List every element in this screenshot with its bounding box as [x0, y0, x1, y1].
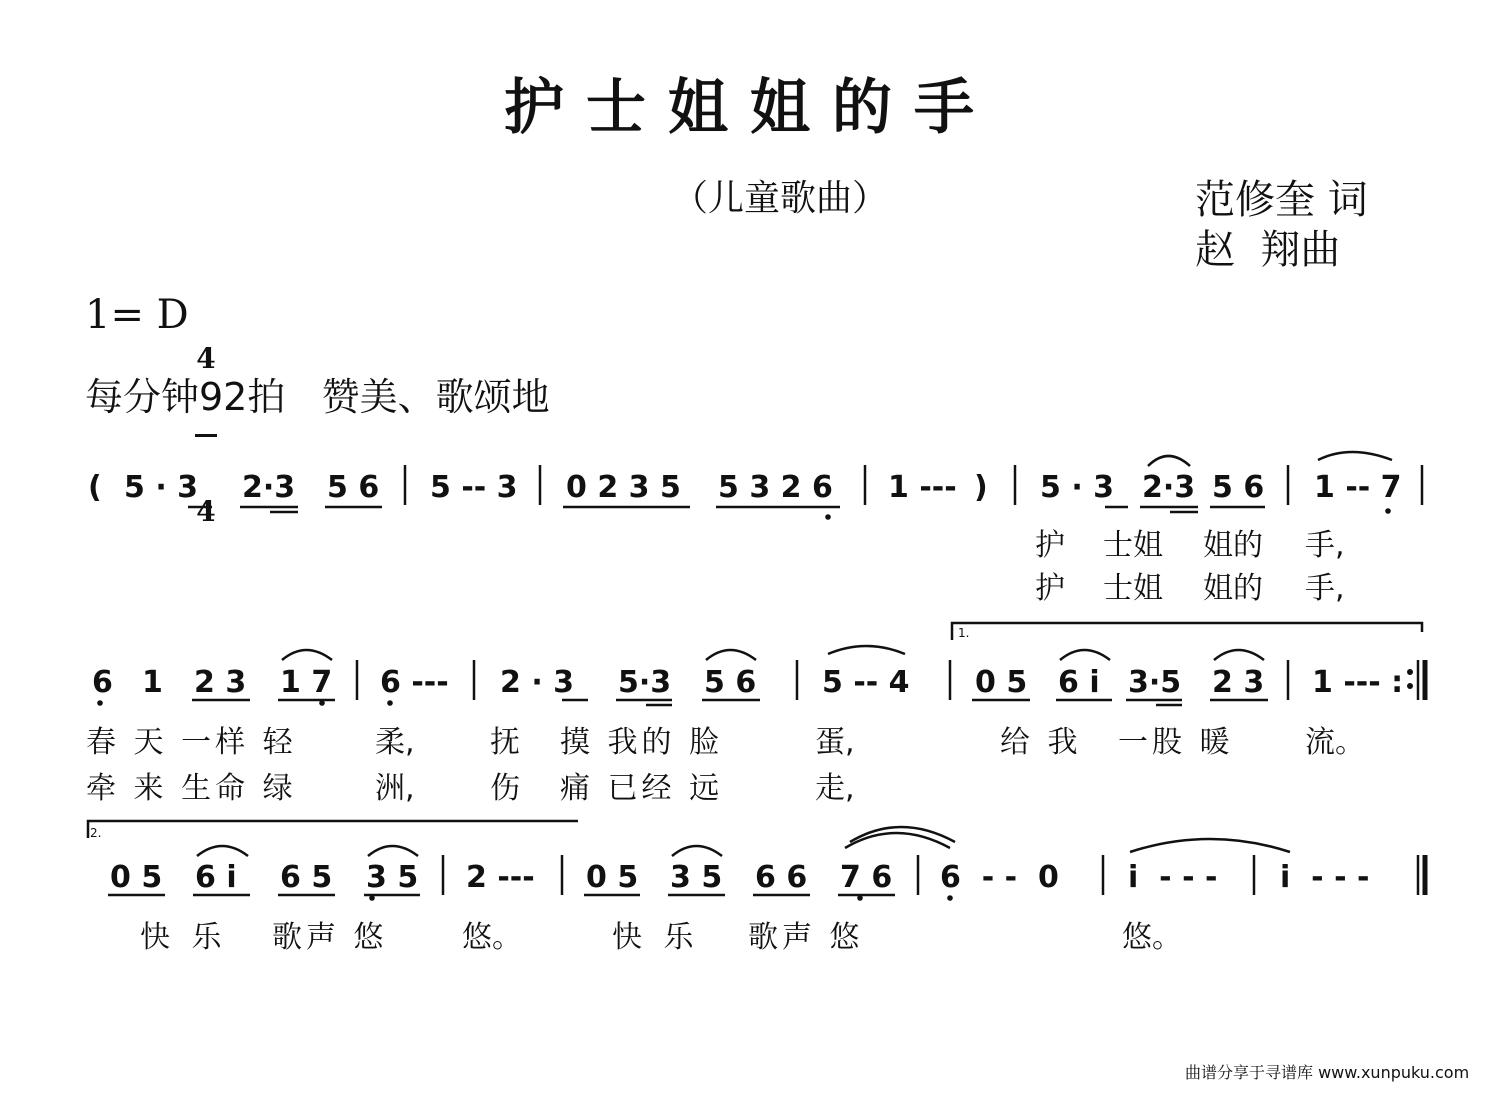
- note-group: 2 3: [194, 665, 247, 700]
- note-group: 1 -- 7: [1314, 470, 1402, 505]
- note-group: i - - -: [1128, 860, 1218, 895]
- note-group: 6: [92, 665, 113, 700]
- note-group: 1 --- :: [1312, 665, 1404, 700]
- note-group: 3 5: [366, 860, 419, 895]
- note-group: 5·3: [618, 665, 672, 700]
- paren-close: ): [974, 470, 988, 505]
- note-group: 5 3 2 6: [718, 470, 833, 505]
- lyric: 姐的: [1203, 528, 1263, 563]
- lyric: 手,: [1305, 571, 1345, 606]
- note-group: 2 · 3: [500, 665, 575, 700]
- volta-1-label: 1.: [958, 626, 970, 640]
- note-group: 2·3: [1142, 470, 1196, 505]
- subtitle: （儿童歌曲）: [672, 178, 889, 219]
- note-group: 1: [142, 665, 163, 700]
- lyric: 洲,: [375, 771, 415, 806]
- lyric: 手,: [1305, 528, 1345, 563]
- note-group: 5 -- 4: [822, 665, 910, 700]
- lyric: 歌声 悠: [272, 920, 388, 955]
- note-group: 2 ---: [466, 860, 535, 895]
- note-group: 3·5: [1128, 665, 1182, 700]
- lyric: 柔,: [375, 725, 415, 760]
- page-title: 护士姐姐的手: [504, 73, 996, 143]
- lyricist-credit: 范修奎 词: [1195, 177, 1368, 223]
- paren-open: (: [88, 470, 102, 505]
- note-group: 5 6: [704, 665, 757, 700]
- note-group: 3 5: [670, 860, 723, 895]
- note-group: 2·3: [242, 470, 296, 505]
- note-group: 5 · 3: [124, 470, 199, 505]
- note-group: 6 6: [755, 860, 808, 895]
- time-signature-top: 4: [196, 342, 216, 375]
- lyric: 摸 我的 脸: [560, 725, 724, 760]
- lyric: 一股 暖: [1118, 725, 1234, 760]
- note-group: 0 5: [110, 860, 163, 895]
- lyric: 歌声 悠: [748, 920, 864, 955]
- note-group: 7 6: [840, 860, 893, 895]
- lyric: 姐的: [1203, 571, 1263, 606]
- lyric: 快 乐: [140, 920, 228, 955]
- lyric: 士姐: [1103, 528, 1163, 563]
- note-group: 6 ---: [380, 665, 449, 700]
- time-signature-bottom: 4: [196, 495, 216, 528]
- note-group: 2 3: [1212, 665, 1265, 700]
- tempo-marking: 每分钟92拍 赞美、歌颂地: [85, 375, 550, 419]
- lyric: 快 乐: [612, 920, 700, 955]
- lyric: 士姐: [1103, 571, 1163, 606]
- lyric: 给 我: [1000, 725, 1082, 760]
- lyric: 悠。: [1122, 920, 1182, 955]
- key-signature: 1= D: [85, 292, 189, 338]
- lyric: 蛋,: [815, 725, 855, 760]
- lyric: 悠。: [462, 920, 522, 955]
- lyric: 流。: [1305, 725, 1365, 760]
- lyric: 伤: [490, 771, 520, 806]
- note-group: 5 6: [1212, 470, 1265, 505]
- volta-2-label: 2.: [90, 826, 102, 840]
- lyric: 抚: [490, 725, 520, 760]
- note-group: 1 ---: [888, 470, 957, 505]
- note-group: 6 5: [280, 860, 333, 895]
- lyric: 护: [1035, 571, 1065, 606]
- lyric: 牵 来 生命 绿: [86, 771, 297, 806]
- note-group: 6 i: [1058, 665, 1100, 700]
- composer-credit: 赵 翔曲: [1195, 227, 1341, 273]
- note-group: 0 5: [975, 665, 1028, 700]
- note-group: 0 5: [586, 860, 639, 895]
- note-group: i - - -: [1280, 860, 1370, 895]
- lyric: 护: [1035, 528, 1065, 563]
- lyric: 痛 已经 远: [560, 771, 724, 806]
- note-group: 5 · 3: [1040, 470, 1115, 505]
- note-group: 6 - - 0: [940, 860, 1059, 895]
- note-group: 0 2 3 5: [566, 470, 681, 505]
- note-group: 5 -- 3: [430, 470, 518, 505]
- note-group: 1 7: [280, 665, 333, 700]
- lyric: 走,: [815, 771, 855, 806]
- lyric: 春 天 一样 轻: [86, 725, 297, 760]
- note-group: 5 6: [327, 470, 380, 505]
- source-watermark: 曲谱分享于寻谱库 www.xunpuku.com: [1185, 1063, 1470, 1082]
- note-group: 6 i: [195, 860, 237, 895]
